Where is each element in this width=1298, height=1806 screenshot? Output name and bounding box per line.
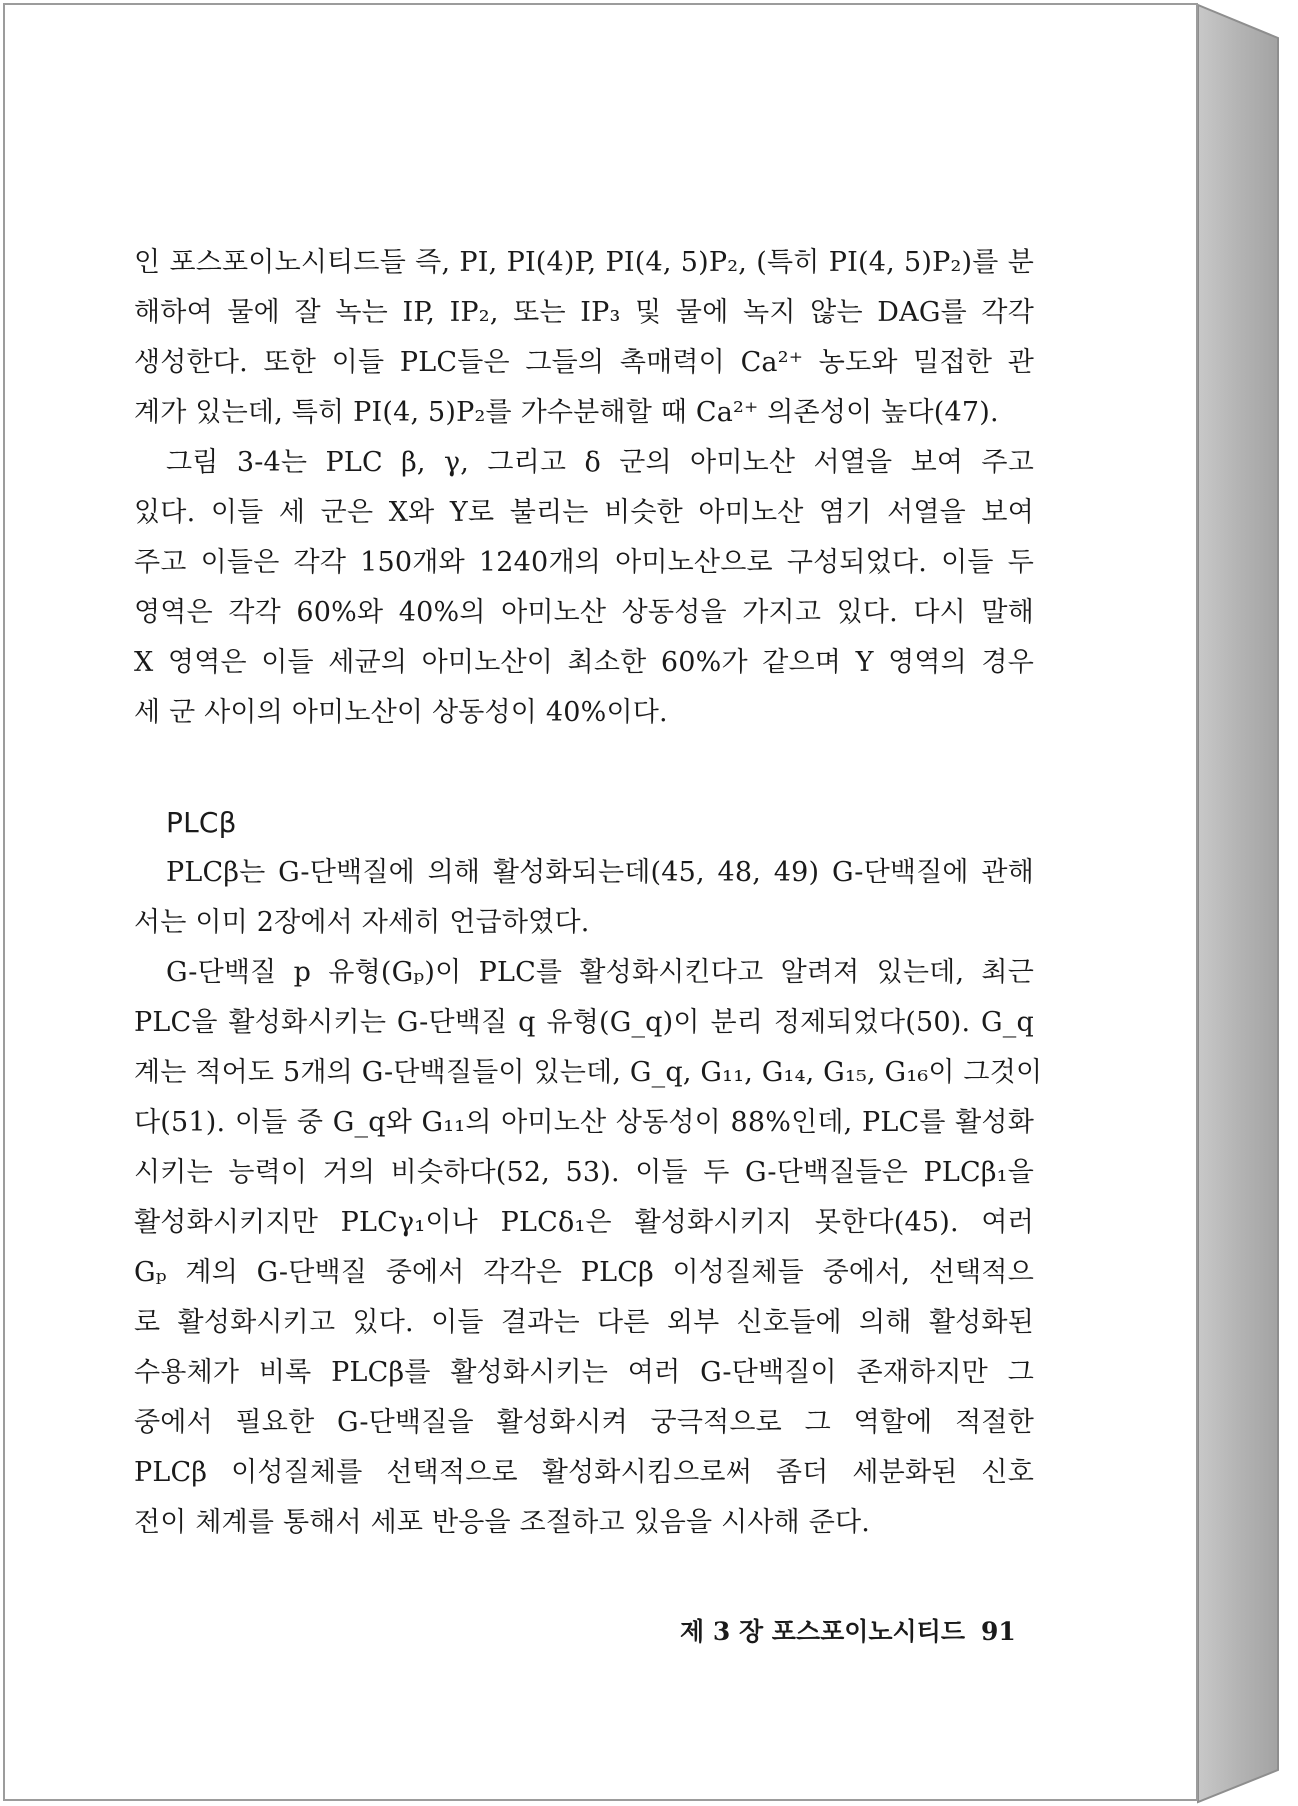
text-line: 계가 있는데, 특히 PI(4, 5)P₂를 가수분해할 때 Ca²⁺ 의존성이 높다(47). bbox=[134, 397, 999, 428]
text-line: 인 포스포이노시티드들 즉, PI, PI(4)P, PI(4, 5)P₂, (특히 PI(4, 5)P₂)를 분 bbox=[134, 247, 1034, 278]
running-chapter-title: 제 3 장 포스포이노시티드 bbox=[680, 1617, 966, 1646]
paragraph-3 bbox=[134, 848, 1034, 948]
text-line: 그림 3-4는 PLC β, γ, 그리고 δ 군의 아미노산 서열을 보여 주고 bbox=[166, 447, 1034, 478]
text-line: G-단백질 p 유형(Gₚ)이 PLC를 활성화시킨다고 알려져 있는데, 최근 bbox=[166, 957, 1034, 988]
text-line: X 영역은 이들 세균의 아미노산이 최소한 60%가 같으며 Y 영역의 경우 bbox=[134, 647, 1034, 678]
text-line: 해하여 물에 잘 녹는 IP, IP₂, 또는 IP₃ 및 물에 녹지 않는 DAG를 각각 bbox=[134, 297, 1034, 328]
text-line: PLCβ는 G-단백질에 의해 활성화되는데(45, 48, 49) G-단백질에 관해 bbox=[166, 857, 1034, 888]
paragraph-4 bbox=[134, 948, 1043, 1548]
paragraph-1 bbox=[134, 238, 1034, 438]
text-line: PLCβ 이성질체를 선택적으로 활성화시킴으로써 좀더 세분화된 신호 bbox=[134, 1457, 1034, 1488]
text-line: 계는 적어도 5개의 G-단백질들이 있는데, G_q, G₁₁, G₁₄, G₁₅, G₁₆이 그것이 bbox=[134, 1057, 1043, 1088]
text-line: 세 군 사이의 아미노산이 상동성이 40%이다. bbox=[134, 697, 668, 728]
text-line: 서는 이미 2장에서 자세히 언급하였다. bbox=[134, 907, 590, 938]
paragraph-2 bbox=[134, 438, 1034, 738]
text-line: 있다. 이들 세 군은 X와 Y로 불리는 비슷한 아미노산 염기 서열을 보여 bbox=[134, 497, 1034, 528]
section-gap bbox=[134, 738, 1034, 798]
page-body bbox=[134, 238, 1043, 1548]
text-line: PLC을 활성화시키는 G-단백질 q 유형(G_q)이 분리 정제되었다(50). G_q bbox=[134, 1007, 1034, 1038]
page-number: 91 bbox=[981, 1617, 1016, 1646]
text-line: 주고 이들은 각각 150개와 1240개의 아미노산으로 구성되었다. 이들 두 bbox=[134, 547, 1034, 578]
text-line: 활성화시키지만 PLCγ₁이나 PLCδ₁은 활성화시키지 못한다(45). 여러 bbox=[134, 1207, 1034, 1238]
text-line: 중에서 필요한 G-단백질을 활성화시켜 궁극적으로 그 역할에 적절한 bbox=[134, 1407, 1034, 1438]
text-line: 로 활성화시키고 있다. 이들 결과는 다른 외부 신호들에 의해 활성화된 bbox=[134, 1307, 1034, 1338]
text-line: 영역은 각각 60%와 40%의 아미노산 상동성을 가지고 있다. 다시 말해 bbox=[134, 597, 1034, 628]
text-line: 시키는 능력이 거의 비슷하다(52, 53). 이들 두 G-단백질들은 PLCβ₁을 bbox=[134, 1157, 1034, 1188]
text-line: 다(51). 이들 중 G_q와 G₁₁의 아미노산 상동성이 88%인데, PLC를 활성화 bbox=[134, 1107, 1034, 1138]
text-line: 전이 체계를 통해서 세포 반응을 조절하고 있음을 시사해 준다. bbox=[134, 1507, 871, 1538]
text-line: 수용체가 비록 PLCβ를 활성화시키는 여러 G-단백질이 존재하지만 그 bbox=[134, 1357, 1034, 1388]
text-line: 생성한다. 또한 이들 PLC들은 그들의 촉매력이 Ca²⁺ 농도와 밀접한 관 bbox=[134, 347, 1034, 378]
section-heading: PLCβ bbox=[166, 806, 237, 839]
page-footer bbox=[680, 1612, 1016, 1648]
text-line: Gₚ 계의 G-단백질 중에서 각각은 PLCβ 이성질체들 중에서, 선택적으 bbox=[134, 1257, 1034, 1288]
